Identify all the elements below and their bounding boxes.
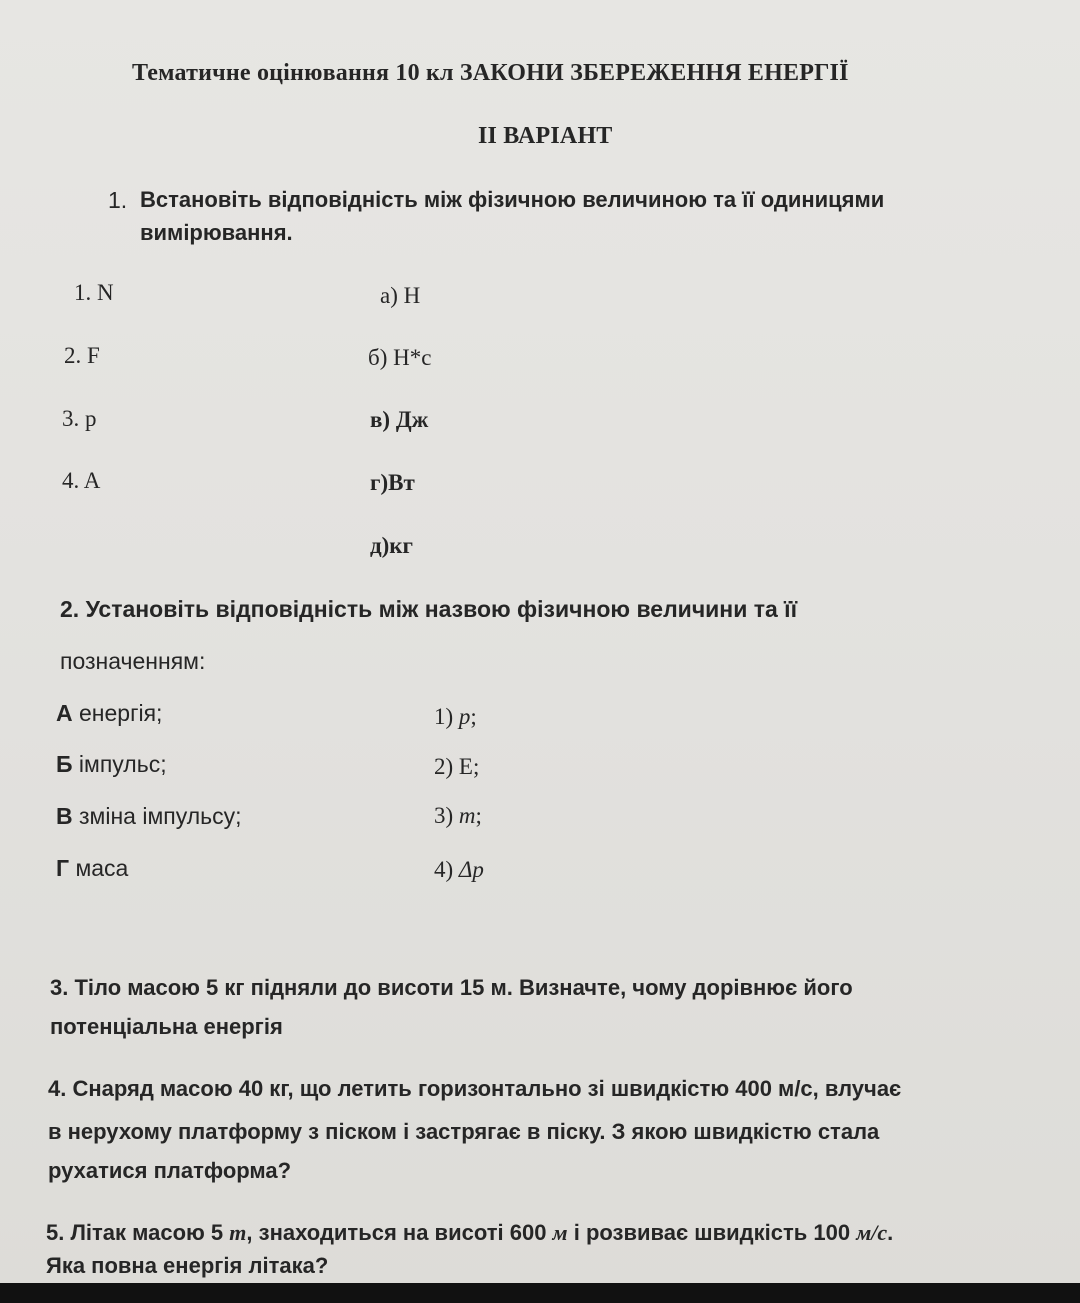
q4-line2: в нерухому платформу з піском і застрягає в піску. З якою швидкістю стала <box>48 1119 880 1144</box>
q2-left-item <box>56 700 162 727</box>
page-title: Тематичне оцінювання 10 кл ЗАКОНИ ЗБЕРЕЖЕННЯ ЕНЕРГІЇ <box>132 60 849 86</box>
q5-text: , знаходиться на висоті 600 <box>246 1220 553 1245</box>
q2-text-line2: позначенням: <box>60 648 206 674</box>
q2-left-letter: Г <box>56 855 70 881</box>
bottom-edge-bar <box>0 1283 1080 1303</box>
q2-left-name: маса <box>75 855 129 881</box>
q4-line3: рухатися платформа? <box>48 1158 292 1183</box>
q2-right-num: 1) <box>434 704 454 729</box>
q1-left-item: 3. p <box>62 406 97 431</box>
q2-right-end: ; <box>472 754 480 779</box>
q1-left-item: 4. A <box>62 468 101 493</box>
q2-right-num: 2) <box>434 754 454 779</box>
q2-left-item <box>56 751 167 778</box>
q5-text: . <box>887 1220 894 1245</box>
q2-left-letter: Б <box>56 751 73 777</box>
q2-right-symbol: Δp <box>458 857 484 882</box>
q2-left-name: енергія; <box>79 700 163 726</box>
q1-text-line1: Встановіть відповідність між фізичною величиною та її одиницями <box>140 187 885 212</box>
q5-line2: Яка повна енергія літака? <box>46 1253 329 1278</box>
q3-line1: 3. Тіло масою 5 кг підняли до висоти 15 м. Визначте, чому дорівнює його <box>50 975 853 1000</box>
q1-left-item: 1. N <box>74 280 114 305</box>
q2-left-name: імпульс; <box>78 751 167 777</box>
q5-text: 5. Літак масою 5 <box>46 1220 230 1245</box>
q2-left-item <box>56 855 128 882</box>
q2-right-symbol: p <box>458 704 471 729</box>
q1-text-line2: вимірювання. <box>140 220 293 245</box>
q2-right-num: 4) <box>434 857 454 882</box>
q5-unit: м/с <box>856 1220 888 1245</box>
q5-line1 <box>46 1220 893 1246</box>
variant-heading: ІІ ВАРІАНТ <box>478 123 613 149</box>
q2-left-name: зміна імпульсу; <box>79 803 242 829</box>
q2-right-item <box>434 803 482 829</box>
q2-right-end: ; <box>470 704 477 729</box>
q1-left-item: 2. F <box>64 343 100 368</box>
q2-right-symbol: E <box>458 754 473 779</box>
q1-right-item: г)Вт <box>370 470 415 495</box>
q1-right-item: б) Н*с <box>368 345 432 370</box>
q5-text: і розвиває швидкість 100 <box>567 1220 857 1245</box>
q2-right-item <box>434 754 479 780</box>
q2-left-letter: В <box>56 803 73 829</box>
q2-left-letter: А <box>56 700 73 726</box>
q2-left-item <box>56 803 242 830</box>
q2-right-end: ; <box>475 803 482 828</box>
q5-unit: т <box>229 1220 247 1245</box>
q2-right-item <box>434 857 484 883</box>
q2-right-num: 3) <box>434 803 454 828</box>
q1-number: 1. <box>108 187 128 213</box>
q2-text-line1: 2. Установіть відповідність між назвою фізичною величини та її <box>60 596 798 622</box>
q3-line2: потенціальна енергія <box>50 1014 283 1039</box>
q1-right-item: д)кг <box>370 533 413 558</box>
q4-line1: 4. Снаряд масою 40 кг, що летить горизонтально зі швидкістю 400 м/с, влучає <box>48 1076 902 1101</box>
q1-right-item: в) Дж <box>370 407 429 432</box>
q2-right-item <box>434 704 477 730</box>
q5-unit: м <box>552 1220 568 1245</box>
q1-right-item: а) Н <box>380 283 421 308</box>
q2-right-symbol: m <box>458 803 476 828</box>
